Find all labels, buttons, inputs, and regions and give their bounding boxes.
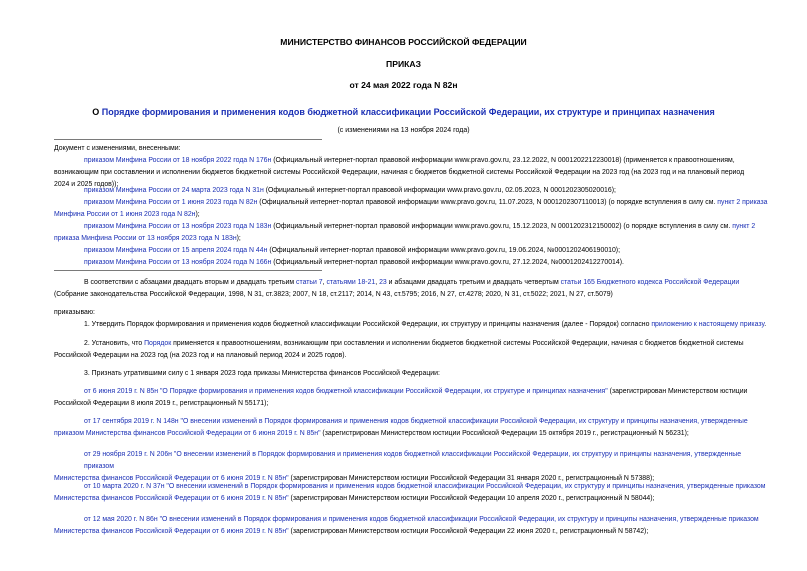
repealed-link[interactable]: от 10 марта 2020 г. N 37н "О внесении изменений в Порядок формирования и применения кодов бюджетной классификации Российской Федерации, их структуру и принципы назначения, утвержденные приказом <box>84 483 766 490</box>
repealed-link[interactable]: от 17 сентября 2019 г. N 148н "О внесении изменений в Порядок формирования и применения кодов бюджетной классификации Российской Федерации, их структуру и принципы назначения, утвержденные <box>84 418 748 425</box>
doc-type-heading: ПРИКАЗ <box>386 59 421 69</box>
repealed-item <box>54 386 772 410</box>
amendment-note: (с изменениями на 13 ноября 2024 года) <box>337 127 470 134</box>
repealed-item <box>54 416 772 440</box>
repealed-item <box>54 514 772 538</box>
change-text: (Официальный интернет-портал правовой информации www.pravo.gov.ru, 02.05.2023, N 0001202305020016); <box>263 187 616 194</box>
ministry-heading: МИНИСТЕРСТВО ФИНАНСОВ РОССИЙСКОЙ ФЕДЕРАЦИИ <box>280 37 527 47</box>
procedure-link[interactable]: Порядок <box>144 340 172 347</box>
change-item <box>84 257 624 269</box>
repealed-item <box>54 481 772 505</box>
change-link[interactable]: приказом Минфина России от 1 июня 2023 года N 82н <box>84 199 258 206</box>
repealed-link-line2[interactable]: Министерства финансов Российской Федерации от 6 июня 2019 г. N 85н" <box>54 475 289 482</box>
repealed-text: (зарегистрирован Министерством юстиции Российской Федерации 31 января 2020 г., регистрационный N 57388); <box>288 475 655 482</box>
document-title <box>0 107 807 117</box>
preamble-sep: , <box>375 279 380 286</box>
title-prefix: О <box>92 107 102 117</box>
change-link[interactable]: приказом Минфина России от 13 ноября 2023 года N 183н <box>84 223 272 230</box>
title-link[interactable]: Порядке формирования и применения кодов бюджетной классификации Российской Федерации, их структуре и принципах назначения <box>101 107 715 117</box>
articles-18-21-link[interactable]: статьями 18-21 <box>326 279 376 286</box>
change-link-2[interactable]: пункт 2 приказа <box>717 199 768 206</box>
change-link[interactable]: приказом Минфина России от 18 ноября 2022 года N 176н <box>84 157 272 164</box>
change-link[interactable]: приказом Минфина России от 15 апреля 2024 года N 44н <box>84 247 268 254</box>
change-item <box>54 221 772 245</box>
order-item-tail: . <box>764 321 767 328</box>
repealed-link-line2[interactable]: приказом Министерства финансов Российской Федерации от 6 июня 2019 г. N 85н" <box>54 430 321 437</box>
change-item <box>54 197 772 221</box>
change-text: (Официальный интернет-портал правовой информации www.pravo.gov.ru, 19.06.2024, №0001202406190010); <box>267 247 621 254</box>
changes-intro: Документ с изменениями, внесенными: <box>54 145 181 152</box>
repealed-text: (зарегистрирован Министерством юстиции Российской Федерации 15 октября 2019 г., регистрационный N 56231); <box>320 430 689 437</box>
change-link-line2[interactable]: Минфина России от 1 июня 2023 года N 82н <box>54 211 196 218</box>
change-text: (Официальный интернет-портал правовой информации www.pravo.gov.ru, 27.12.2024, №0001202412270014). <box>271 259 624 266</box>
change-tail: ); <box>195 211 200 218</box>
change-text-line3: 2024 и 2025 годов)); <box>54 181 119 188</box>
order-item-text: применяется к правоотношениям, возникающим при составлении и исполнении бюджетов бюджетной системы Российской Федерации, начиная с бюджетов бюджетной системы <box>171 340 744 347</box>
repealed-link[interactable]: от 12 мая 2020 г. N 86н "О внесении изменений в Порядок формирования и применения кодов бюджетной классификации Российской Федерации, их структуру и принципы назначения, утвержденные приказом <box>84 516 759 523</box>
change-link[interactable]: приказом Минфина России от 24 марта 2023 года N 31н <box>84 187 264 194</box>
preamble-line2: (Собрание законодательства Российской Федерации, 1998, N 31, ст.3823; 2007, N 18, ст.2117; 2014, N 43, ст.5795; 2016, N 27, ст.4278; 2020, N 31, ст.5022; 2021, N 27, ст.5079) <box>54 291 613 298</box>
repealed-text: (зарегистрирован Министерством юстиции Российской Федерации 22 июня 2020 г., регистрационный N 58742); <box>288 528 649 535</box>
preamble-text: В соответствии с абзацами двадцать вторым и двадцать третьим <box>84 279 297 286</box>
preamble-text: и абзацами двадцать третьим и двадцать четвертым <box>386 279 561 286</box>
change-text-line2: возникающим при составлении и исполнении бюджетов бюджетной системы Российской Федерации, начиная с бюджетов бюджетной системы Российской Федерации на 2023 год (на 2023 год и на плановый период <box>54 169 745 176</box>
repealed-line2: Российской Федерации 8 июля 2019 г., регистрационный N 55171); <box>54 400 269 407</box>
repealed-link-line2[interactable]: Министерства финансов Российской Федерации от 6 июня 2019 г. N 85н" <box>54 528 289 535</box>
article-23-link[interactable]: 23 <box>379 279 387 286</box>
top-divider <box>54 139 322 140</box>
order-item-line2: Российской Федерации на 2023 год (на 2023 год и на плановый период 2024 и 2025 годов). <box>54 352 347 359</box>
order-item-text: 2. Установить, что <box>84 340 145 347</box>
repealed-link[interactable]: от 6 июня 2019 г. N 85н "О Порядке формирования и применения кодов бюджетной классификации Российской Федерации, их структуре и принципах назначения" <box>84 388 608 395</box>
appendix-link[interactable]: приложению к настоящему приказу <box>651 321 765 328</box>
preamble-paragraph <box>54 277 772 301</box>
change-link-line2[interactable]: приказа Минфина России от 13 ноября 2023 года N 183н <box>54 235 237 242</box>
order-item-1 <box>84 319 766 331</box>
article-7-link[interactable]: статьи 7 <box>296 279 323 286</box>
date-number-heading: от 24 мая 2022 года N 82н <box>349 80 458 90</box>
order-item-3: 3. Признать утратившими силу с 1 января 2023 года приказы Министерства финансов Российской Федерации: <box>84 370 440 377</box>
change-item <box>84 185 616 197</box>
order-word: приказываю: <box>54 309 95 316</box>
change-text: (Официальный интернет-портал правовой информации www.pravo.gov.ru, 23.12.2022, N 0001202212230018) (применяется к правоотношениям, <box>271 157 735 164</box>
change-link[interactable]: приказом Минфина России от 13 ноября 2024 года N 166н <box>84 259 272 266</box>
change-link-2[interactable]: пункт 2 <box>732 223 756 230</box>
order-item-2 <box>54 338 772 362</box>
order-item-text: 1. Утвердить Порядок формирования и применения кодов бюджетной классификации Российской Федерации, их структуру и принципы назначения (далее - Порядок) согласно <box>84 321 652 328</box>
repealed-item <box>54 449 772 485</box>
repealed-link[interactable]: от 29 ноября 2019 г. N 206н "О внесении изменений в Порядок формирования и применения кодов бюджетной классификации Российской Федерации, их структуру и принципы назначения, утвержденные приказом <box>84 451 742 470</box>
change-tail: ); <box>236 235 241 242</box>
change-text: (Официальный интернет-портал правовой информации www.pravo.gov.ru, 11.07.2023, N 0001202307110013) (о порядке вступления в силу см. <box>257 199 718 206</box>
change-item <box>84 245 620 257</box>
repealed-text: (зарегистрирован Министерством юстиции <box>607 388 748 395</box>
bottom-divider <box>54 270 322 271</box>
repealed-link-line2[interactable]: Министерства финансов Российской Федерации от 6 июня 2019 г. N 85н" <box>54 495 289 502</box>
change-text: (Официальный интернет-портал правовой информации www.pravo.gov.ru, 15.12.2023, N 0001202312150002) (о порядке вступления в силу см. <box>271 223 733 230</box>
preamble-sep: , <box>322 279 327 286</box>
budget-code-link[interactable]: статьи 165 Бюджетного кодекса Российской Федерации <box>560 279 740 286</box>
repealed-text: (зарегистрирован Министерством юстиции Российской Федерации 10 апреля 2020 г., регистрационный N 58044); <box>288 495 655 502</box>
